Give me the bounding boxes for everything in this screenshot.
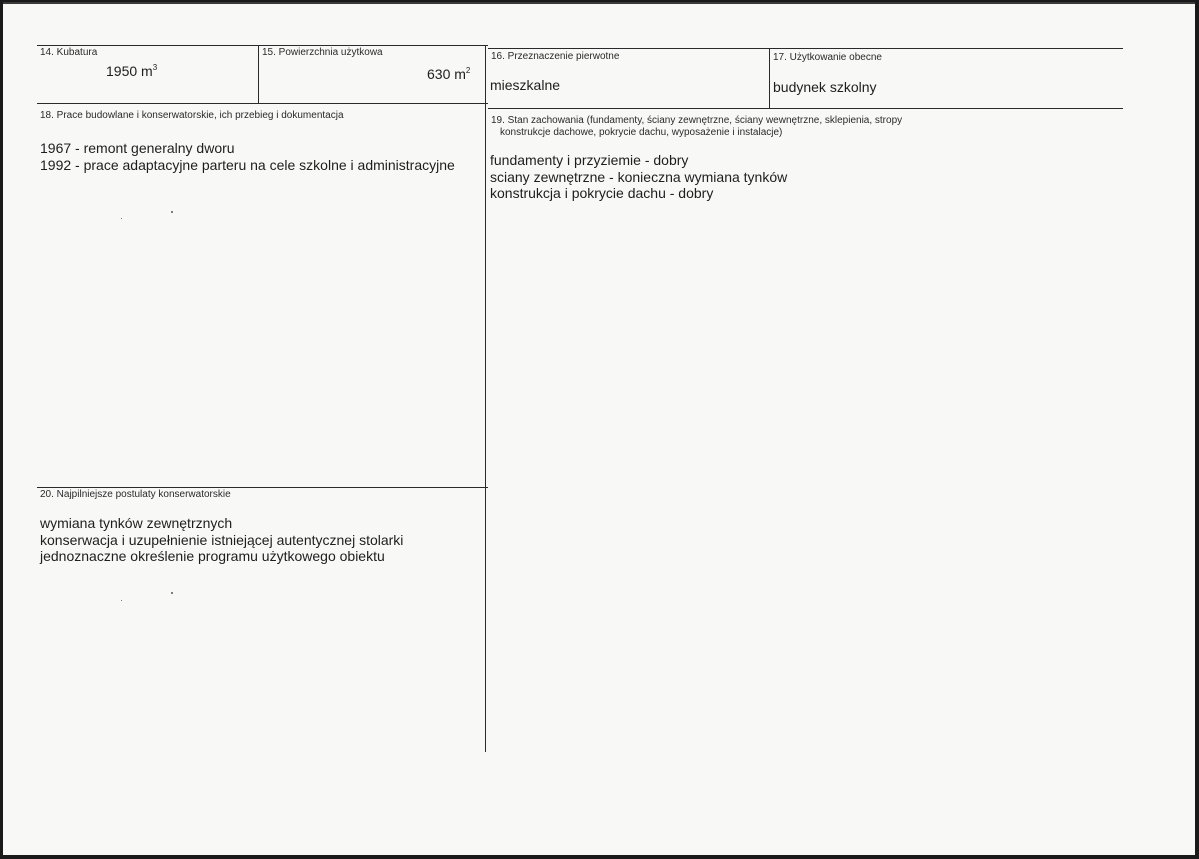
uzytkowanie-label: 17. Użytkowanie obecne (773, 52, 882, 63)
divider-main (485, 45, 486, 752)
postulaty-line: jednoznaczne określenie programu użytkowego obiektu (40, 548, 385, 564)
scan-speck (171, 592, 173, 594)
powierzchnia-label: 15. Powierzchnia użytkowa (262, 47, 383, 58)
rule-top-right (488, 48, 1123, 49)
kubatura-value: 1950 $m^3$ (106, 63, 158, 79)
stan-line: sciany zewnętrzne - konieczna wymiana tynków (490, 168, 788, 185)
rule-top-left (37, 45, 488, 46)
prace-text (40, 140, 455, 173)
form-sheet (3, 2, 1195, 855)
prace-label: 18. Prace budowlane i konserwatorskie, ich przebieg i dokumentacja (40, 110, 344, 121)
postulaty-line: wymiana tynków zewnętrznych (40, 515, 233, 531)
scan-speck (121, 218, 122, 219)
divider-16-17 (769, 48, 770, 108)
rule-row2-left (37, 103, 488, 104)
stan-label-2: konstrukcje dachowe, pokrycie dachu, wyposażenie i instalacje) (500, 127, 783, 138)
stan-line: fundamenty i przyziemie - dobry (490, 152, 689, 168)
stan-label-1: 19. Stan zachowania (fundamenty, ściany zewnętrzne, ściany wewnętrzne, sklepienia, stropy (491, 115, 903, 126)
przeznaczenie-label: 16. Przeznaczenie pierwotne (491, 51, 620, 62)
postulaty-line: konserwacja i uzupełnienie istniejącej autentycznej stolarki (40, 531, 404, 548)
stan-text (490, 152, 787, 202)
stan-line: konstrukcja i pokrycie dachu - dobry (490, 185, 714, 201)
prace-line: 1967 - remont generalny dworu (40, 140, 235, 156)
divider-14-15 (258, 45, 259, 103)
kubatura-label: 14. Kubatura (40, 47, 98, 58)
rule-row2-right (488, 108, 1123, 109)
uzytkowanie-value: budynek szkolny (773, 79, 877, 95)
postulaty-text (40, 515, 403, 565)
scan-speck (121, 600, 122, 601)
prace-line: 1992 - prace adaptacyjne parteru na cele szkolne i administracyjne (40, 156, 455, 173)
postulaty-label: 20. Najpilniejsze postulaty konserwatorskie (40, 489, 231, 500)
scan-edge (3, 2, 1195, 4)
powierzchnia-value: 630 $m^2$ (427, 66, 471, 82)
przeznaczenie-value: mieszkalne (490, 77, 561, 93)
scan-speck (171, 211, 173, 213)
rule-row3-left (37, 487, 488, 488)
